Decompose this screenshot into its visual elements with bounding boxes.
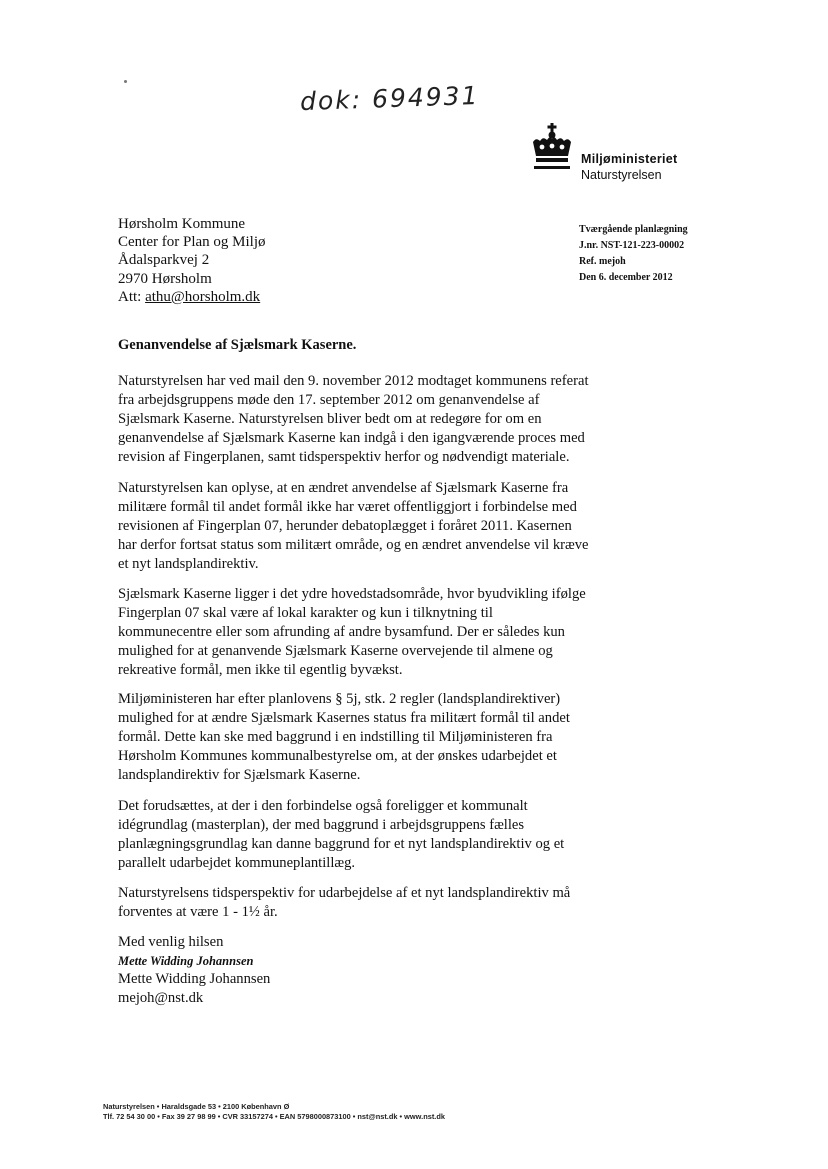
reference-line: J.nr. NST-121-223-00002: [579, 240, 685, 251]
paragraph-1: [118, 372, 589, 467]
paragraph-line: mulighed for at genanvende Sjælsmark Kaserne overvejende til almene og: [118, 642, 553, 659]
reference-block: [579, 222, 688, 286]
paragraph-line: Naturstyrelsen kan oplyse, at en ændret anvendelse af Sjælsmark Kaserne fra: [118, 480, 569, 496]
paragraph-3: [118, 585, 586, 680]
footer-contact: Tlf. 72 54 30 00 • Fax 39 27 98 99 • CVR 33157274 • EAN 5798000873100 • nst@nst.dk • www.nst.dk: [103, 1112, 445, 1121]
signature: Mette Widding Johannsen: [118, 953, 254, 968]
paragraph-line: kommunecentre eller som afrunding af andre bysamfund. Der er således kun: [118, 623, 565, 640]
footer-address: Naturstyrelsen • Haraldsgade 53 • 2100 København Ø: [103, 1102, 290, 1111]
paragraph-line: planlægningsgrundlag kan danne baggrund for et nyt landsplandirektiv og et: [118, 835, 565, 852]
letter-subject: Genanvendelse af Sjælsmark Kaserne.: [118, 337, 357, 353]
scan-speck: [124, 80, 127, 83]
recipient-address: [118, 215, 265, 306]
paragraph-line: Miljøministeren har efter planlovens § 5j, stk. 2 regler (landsplandirektiver): [118, 691, 561, 707]
paragraph-line: revisionen af Fingerplan 07, herunder debatoplægget i foråret 2011. Kasernen: [118, 517, 572, 534]
paragraph-line: har derfor fortsat status som militært område, og en ændret anvendelse vil kræve: [118, 536, 589, 553]
paragraph-line: formål. Dette kan ske med baggrund i en indstilling til Miljøministeren fra: [118, 728, 553, 745]
reference-line: Den 6. december 2012: [579, 272, 673, 283]
paragraph-2: [118, 479, 589, 574]
sender-name: Mette Widding Johannsen: [118, 971, 271, 988]
recipient-line: Center for Plan og Miljø: [118, 234, 266, 251]
paragraph-line: Naturstyrelsens tidsperspektiv for udarbejdelse af et nyt landsplandirektiv må: [118, 885, 571, 901]
att-label: Att:: [118, 288, 146, 305]
closing-greeting: Med venlig hilsen: [118, 934, 224, 950]
paragraph-line: genanvendelse af Sjælsmark Kaserne kan indgå i den igangværende proces med: [118, 429, 585, 446]
paragraph-line: Fingerplan 07 skal være af lokal karakter og kun i tilknytning til: [118, 604, 493, 621]
letter-closing: [118, 933, 270, 1007]
recipient-line: 2970 Hørsholm: [118, 270, 212, 287]
paragraph-line: Hørsholm Kommunes kommunalbestyrelse om, at der ønskes udarbejdet et: [118, 747, 557, 764]
ministry-header: [581, 151, 677, 183]
paragraph-line: landsplandirektiv for Sjælsmark Kaserne.: [118, 766, 361, 783]
paragraph-line: rekreative formål, men ikke til egentlig byvækst.: [118, 661, 403, 678]
paragraph-line: et nyt landsplandirektiv.: [118, 555, 259, 572]
paragraph-line: forventes at være 1 - 1½ år.: [118, 903, 278, 920]
paragraph-line: idégrundlag (masterplan), der med baggrund i arbejdsgruppens fælles: [118, 816, 525, 833]
paragraph-4: [118, 690, 570, 785]
paragraph-line: Det forudsættes, at der i den forbindelse også foreligger et kommunalt: [118, 798, 528, 814]
paragraph-line: Sjælsmark Kaserne. Naturstyrelsen bliver bedt om at redegøre for om en: [118, 410, 542, 427]
ministry-name: Miljøministeriet: [581, 152, 678, 166]
att-email-link[interactable]: athu@horsholm.dk: [145, 288, 261, 305]
letter-footer: [103, 1102, 445, 1122]
crown-icon: [528, 122, 576, 170]
paragraph-6: [118, 884, 570, 922]
reference-line: Tværgående planlægning: [579, 224, 688, 235]
paragraph-line: mulighed for at ændre Sjælsmark Kasernes status fra militært formål til andet: [118, 709, 570, 726]
recipient-line: Ådalsparkvej 2: [118, 252, 210, 269]
paragraph-line: Sjælsmark Kaserne ligger i det ydre hovedstadsområde, hvor byudvikling ifølge: [118, 586, 586, 602]
recipient-line: Hørsholm Kommune: [118, 216, 246, 232]
recipient-att: [118, 288, 265, 306]
reference-line: Ref. mejoh: [579, 256, 626, 267]
paragraph-5: [118, 797, 564, 873]
paragraph-line: parallelt udarbejdet kommuneplantillæg.: [118, 854, 356, 871]
paragraph-line: revision af Fingerplanen, samt tidsperspektiv herfor og nødvendigt materiale.: [118, 448, 570, 465]
agency-name: Naturstyrelsen: [581, 168, 662, 182]
paragraph-line: militære formål til andet formål ikke har været offentliggjort i forbindelse med: [118, 498, 577, 515]
paragraph-line: fra arbejdsgruppens møde den 17. september 2012 om genanvendelse af: [118, 391, 540, 408]
paragraph-line: Naturstyrelsen har ved mail den 9. november 2012 modtaget kommunens referat: [118, 373, 589, 389]
handwritten-document-number: dok: 694931: [299, 80, 480, 117]
sender-email[interactable]: mejoh@nst.dk: [118, 989, 204, 1006]
